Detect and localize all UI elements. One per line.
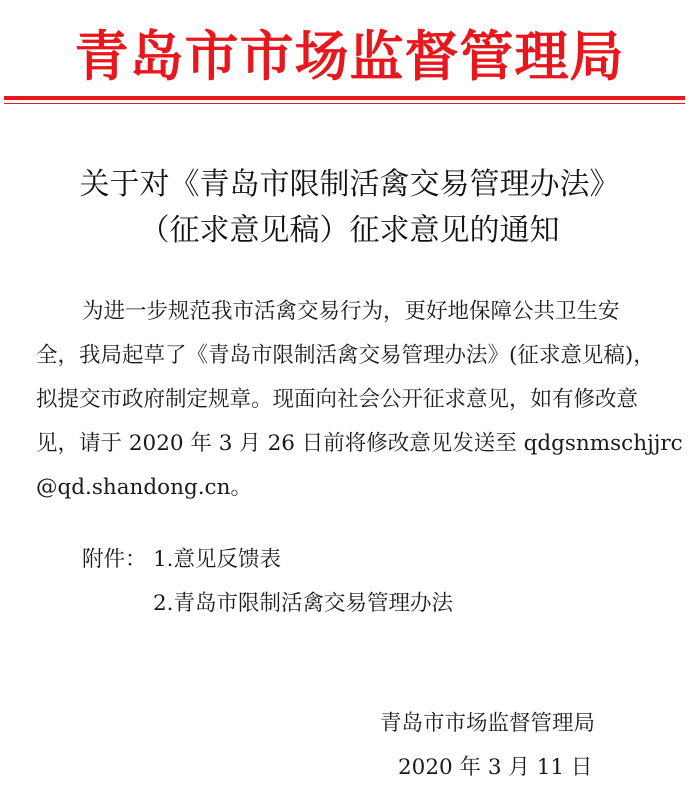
body-line: @qd.shandong.cn。: [36, 475, 252, 500]
attachment-item: 2.青岛市限制活禽交易管理办法: [153, 591, 454, 616]
letterhead-rule-thick: [4, 96, 685, 100]
attachments-label: 附件：: [82, 547, 147, 572]
body-line: 全，我局起草了《青岛市限制活禽交易管理办法》(征求意见稿)，: [36, 343, 655, 368]
body-line: 见，请于 2020 年 3 月 26 日前将修改意见发送至 qdgsnmschjjrc: [36, 431, 683, 456]
attachment-item: 1.意见反馈表: [153, 547, 282, 572]
signature-organization: 青岛市市场监督管理局: [380, 711, 596, 736]
signature-date: 2020 年 3 月 11 日: [398, 755, 593, 780]
body-line: 拟提交市政府制定规章。现面向社会公开征求意见，如有修改意: [36, 387, 639, 412]
document-title-line-1: 关于对《青岛市限制活禽交易管理办法》: [79, 167, 620, 202]
body-line: 为进一步规范我市活禽交易行为，更好地保障公共卫生安: [82, 299, 620, 324]
document-title-line-2: （征求意见稿）征求意见的通知: [139, 213, 560, 248]
letterhead-rule-thin: [4, 103, 685, 104]
letterhead-title: 青岛市市场监督管理局: [74, 25, 625, 88]
